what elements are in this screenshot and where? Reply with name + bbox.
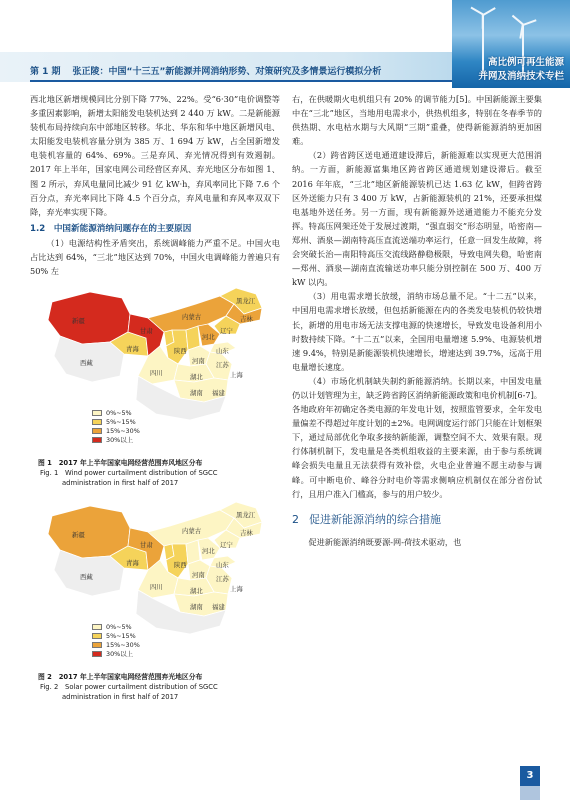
map-label-shaanxi: 陕西 (174, 347, 187, 356)
column-title-line2: 并网及消纳技术专栏 (478, 71, 564, 82)
body-paragraph: （4）市场化机制缺失制约新能源消纳。长期以来，中国发电量仍以计划管理为主，缺乏跨省跨区消纳新能源政策和电价机制[6-7]。各地政府年初确定各类电源的年发电计划，按照监管要求，全年发电量偏差不得超过年度计划的±2%。电网调度运行部门只能在计划框架下，通过局部优化争取多接纳新能源，调整空间不大、效果有限。现行体制机制下，发电量是各类机组收益的主要来源，由于参与系统调峰会损失电量且无法获得有效补偿，火电企业普遍不愿主动参与调峰。可中断电价、峰谷分时电价等需求侧响应机制仅在部分省份试行，且用户准入门槛高，参与的用户较少。 (292, 375, 542, 499)
section-heading: 1.2 中国新能源消纳问题存在的主要原因 (30, 223, 192, 234)
legend-swatch (92, 428, 102, 434)
map-label-shaanxi: 陕西 (174, 561, 187, 570)
map-label-heilongjiang: 黑龙江 (236, 297, 256, 306)
map-legend (92, 408, 140, 444)
map-label-fujian: 福建 (212, 603, 225, 612)
map-label-jiangsu: 江苏 (216, 361, 229, 370)
left-column (30, 92, 280, 702)
body-paragraph: 促进新能源消纳既要源-网-荷技术驱动，也 (308, 536, 462, 547)
column-banner-photo (452, 0, 570, 88)
body-paragraph: （1）电源结构性矛盾突出，系统调峰能力严重不足。中国火电占比达到 64%，“三北”地区达到 70%，中国火电调峰能力普遍只有 50% 左 (30, 237, 280, 277)
legend-label: 5%~15% (106, 417, 136, 426)
map-label-jiangsu: 江苏 (216, 575, 229, 584)
map-label-neimenggu: 内蒙古 (182, 313, 202, 322)
legend-swatch (92, 437, 102, 443)
right-column (292, 92, 542, 549)
figure-1-caption (30, 458, 280, 488)
figure-2-map (30, 498, 280, 666)
legend-label: 30%以上 (106, 436, 133, 445)
map-label-neimenggu: 内蒙古 (182, 527, 202, 536)
map-label-hunan: 湖南 (190, 603, 203, 612)
legend-label: 15%~30% (106, 640, 140, 649)
legend-swatch (92, 642, 102, 648)
map-legend (92, 622, 140, 658)
map-label-qinghai: 青海 (126, 345, 139, 354)
map-label-xizang: 西藏 (80, 359, 93, 368)
caption-en-line2: administration in first half of 2017 (62, 479, 179, 488)
map-label-heilongjiang: 黑龙江 (236, 511, 256, 520)
figure-2-caption (30, 672, 280, 702)
map-label-sichuan: 四川 (150, 583, 163, 592)
legend-swatch (92, 419, 102, 425)
map-label-sichuan: 四川 (150, 369, 163, 378)
legend-swatch (92, 651, 102, 657)
map-label-gansu: 甘肃 (140, 327, 153, 336)
map-label-hubei: 湖北 (190, 587, 203, 596)
map-label-shanghai: 上海 (230, 371, 243, 380)
caption-en-line1: Fig. 1 Wind power curtailment distribution of SGCC (40, 469, 218, 478)
running-title: 张正陵：中国“十三五”新能源并网消纳形势、对策研究及多情景运行模拟分析 (72, 67, 382, 77)
map-label-shandong: 山东 (216, 347, 229, 356)
caption-en-line2: administration in first half of 2017 (62, 693, 179, 702)
legend-swatch (92, 410, 102, 416)
map-label-hebei: 河北 (202, 333, 215, 342)
body-paragraph: （3）用电需求增长放缓，消纳市场总量不足。“十二五”以来，中国用电需求增长放缓，但包括新能源在内的各类发电装机仍较快增长，新增的用电市场无法支撑电源的快速增长，导致发电设备利用小时数持续下降。“十二五”以来，全国用电量增速 5.9%、电源装机增速 9.4%，特别是新能源装机快速增长，增速达到 39.7%，远高于用电量增长速度。 (292, 291, 542, 372)
map-label-jilin: 吉林 (240, 315, 253, 324)
map-label-liaoning: 辽宁 (220, 541, 233, 550)
map-label-shandong: 山东 (216, 561, 229, 570)
legend-label: 0%~5% (106, 622, 132, 631)
legend-label: 15%~30% (106, 426, 140, 435)
page-header (0, 0, 570, 86)
column-title-line1: 高比例可再生能源 (487, 57, 564, 68)
legend-label: 5%~15% (106, 631, 136, 640)
map-label-liaoning: 辽宁 (220, 327, 233, 336)
section-number: 2 (292, 512, 299, 526)
map-label-henan: 河南 (192, 357, 205, 366)
map-label-qinghai: 青海 (126, 559, 139, 568)
section-title: 促进新能源消纳的综合措施 (309, 512, 441, 526)
map-label-shanghai: 上海 (230, 585, 243, 594)
section-heading-2 (292, 511, 542, 527)
map-label-hunan: 湖南 (190, 389, 203, 398)
map-label-henan: 河南 (192, 571, 205, 580)
map-label-hubei: 湖北 (190, 373, 203, 382)
caption-en (38, 468, 280, 488)
legend-label: 30%以上 (106, 650, 133, 659)
caption-en-line1: Fig. 2 Solar power curtailment distribution of SGCC (40, 683, 218, 692)
page-tab (520, 786, 540, 800)
legend-swatch (92, 633, 102, 639)
map-label-xinjiang: 新疆 (72, 531, 85, 540)
caption-cn: 图 2 2017 年上半年国家电网经营范围弃光地区分布 (38, 673, 203, 682)
legend-label: 0%~5% (106, 408, 132, 417)
legend-swatch (92, 624, 102, 630)
map-label-jilin: 吉林 (240, 529, 253, 538)
body-paragraph: 西北地区新增规模同比分别下降 77%、22%。受“6·30”电价调整等多重因素影响，新增太阳能发电装机达到 2 440 万 kW。二是新能源装机布局持续向东中部地区转移。华北、华东和华中地区新增风电、太阳能发电装机容量分别为 385 万、1 694 万 kW，占全国新增发电装机容量的 64%、69%。三是弃风、弃光情况得到有效遏制。2017 年上半年，国家电网公司经营区弃风、弃光地区分布如图 1、图 2 所示，弃风电量同比减少 91 亿 kW·h，弃风率同比下降 7.6 个百分点，弃光率同比下降 4.5 个百分点，弃风电量和弃风率双双下降，弃光率实现下降。 (30, 94, 280, 217)
header-rule (30, 80, 460, 82)
body-paragraph: （2）跨省跨区送电通道建设滞后，新能源难以实现更大范围消纳。一方面，新能源富集地区跨省跨区通道规划建设滞后。截至 2016 年年底，“三北”地区新能源装机已达 1.63 亿 kW，但跨省跨区外送能力只有 3 400 万 kW，占新能源装机的 21%，还要承担煤电基地外送任务。另一方面，现有新能源外送通道能力不能充分发挥。特高压网架还处于发展过渡期，“强直弱交”形态明显，哈密南—郑州、酒泉—湖南特高压直流送端功率运行，任意一回发生故障，将会突破长治—南阳特高压交流线路静稳极限，导致电网失稳，哈密南—郑州、酒泉—湖南直流输送功率只能分别控制在 500 万、400 万 kW 以内。 (292, 150, 542, 288)
map-label-fujian: 福建 (212, 389, 225, 398)
map-label-xizang: 西藏 (80, 573, 93, 582)
running-head (30, 64, 381, 77)
map-label-gansu: 甘肃 (140, 541, 153, 550)
issue-number: 第 1 期 (30, 67, 61, 77)
page-number: 3 (520, 766, 540, 786)
caption-cn: 图 1 2017 年上半年国家电网经营范围弃风地区分布 (38, 459, 203, 468)
caption-en (38, 682, 280, 702)
body-paragraph: 右，在供暖期火电机组只有 20% 的调节能力[5]。中国新能源主要集中在“三北”地区，当地用电需求小，供热机组多，特别在冬春季节的供热期、水电枯水期与大风期“三期”重叠，使得新能源消纳更加困难。 (292, 94, 542, 147)
map-label-xinjiang: 新疆 (72, 317, 85, 326)
figure-1-map (30, 284, 280, 452)
map-label-hebei: 河北 (202, 547, 215, 556)
